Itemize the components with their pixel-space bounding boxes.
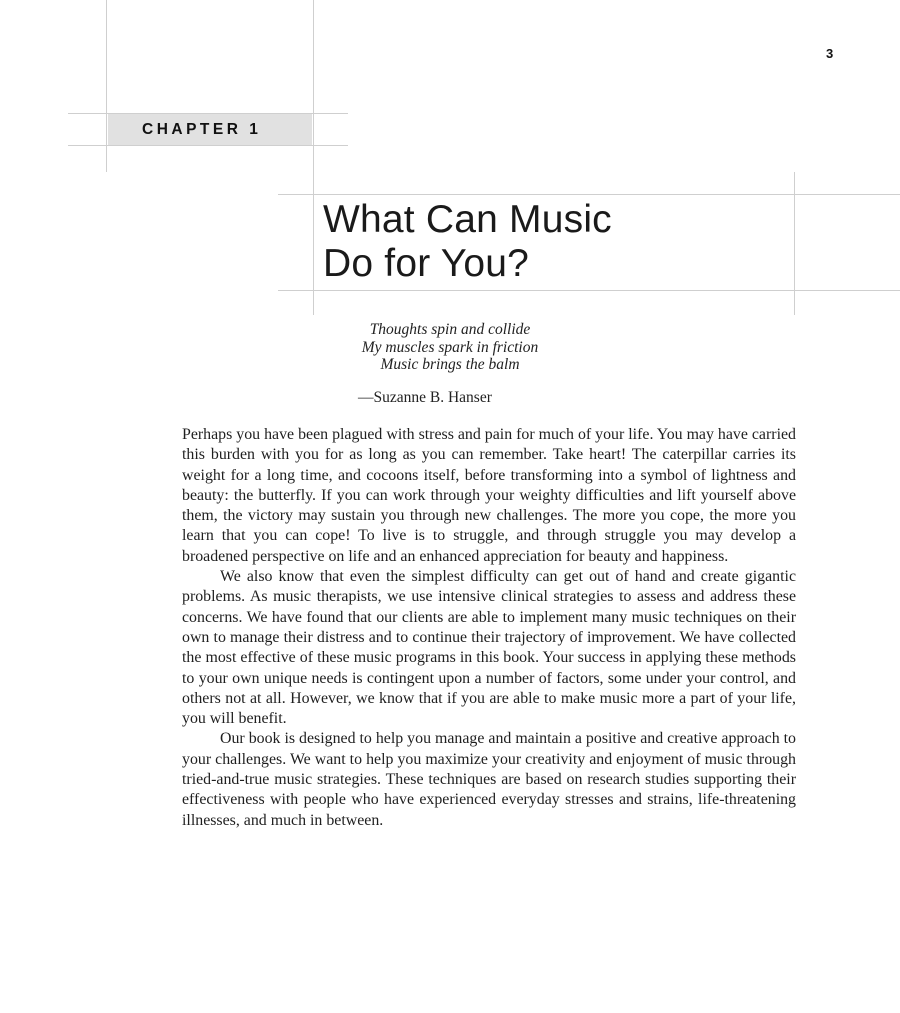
guide-rule-horizontal (68, 145, 348, 146)
epigraph-line: Thoughts spin and collide (369, 321, 531, 338)
chapter-title-line: What Can Music (323, 198, 612, 241)
paragraph: We also know that even the simplest difficulty can get out of hand and create gigantic problems. As music therapists, we use intensive clinical strategies to assess and address these concerns. We have found that our clients are able to implement many music techniques on their own to manage their distress and to continue their trajectory of improvement. We have collected the most effective of these music programs in this book. Your success in applying these methods to your own unique needs is contingent upon a number of factors, some under your control, and others not at all. However, we know that if you are able to make music more a part of your life, you will benefit. (182, 568, 796, 728)
guide-rule-vertical (313, 0, 314, 315)
paragraph: Perhaps you have been plagued with stress and pain for much of your life. You may have carried this burden with you for as long as you can remember. Take heart! The caterpillar carries its weight for a long time, and cocoons itself, before transforming into a symbol of lightness and beauty: the butterfly. If you can work through your weighty difficulties and lift yourself above them, the victory may sustain you through new challenges. The more you cope, the more you learn that you can cope! To live is to struggle, and through struggle you may develop a broadened perspective on life and an enhanced appreciation for beauty and happiness. (182, 426, 796, 565)
page-number: 3 (826, 46, 834, 61)
guide-rule-vertical (106, 0, 107, 172)
epigraph (300, 321, 600, 374)
guide-rule-horizontal (278, 194, 900, 195)
paragraph: Our book is designed to help you manage and maintain a positive and creative approach to your challenges. We want to help you maximize your creativity and enjoyment of music through tried-and-true music strategies. These techniques are based on research studies supporting their effectiveness with people who have experienced everyday stresses and strains, life-threatening illnesses, and much in between. (182, 730, 796, 829)
chapter-title-line: Do for You? (323, 242, 530, 285)
guide-rule-horizontal (278, 290, 900, 291)
chapter-label: CHAPTER 1 (108, 114, 312, 145)
epigraph-attribution: —Suzanne B. Hanser (358, 389, 492, 406)
epigraph-line: My muscles spark in friction (361, 338, 539, 356)
body-text (182, 425, 796, 831)
epigraph-line: Music brings the balm (380, 356, 520, 373)
chapter-title (323, 198, 612, 286)
